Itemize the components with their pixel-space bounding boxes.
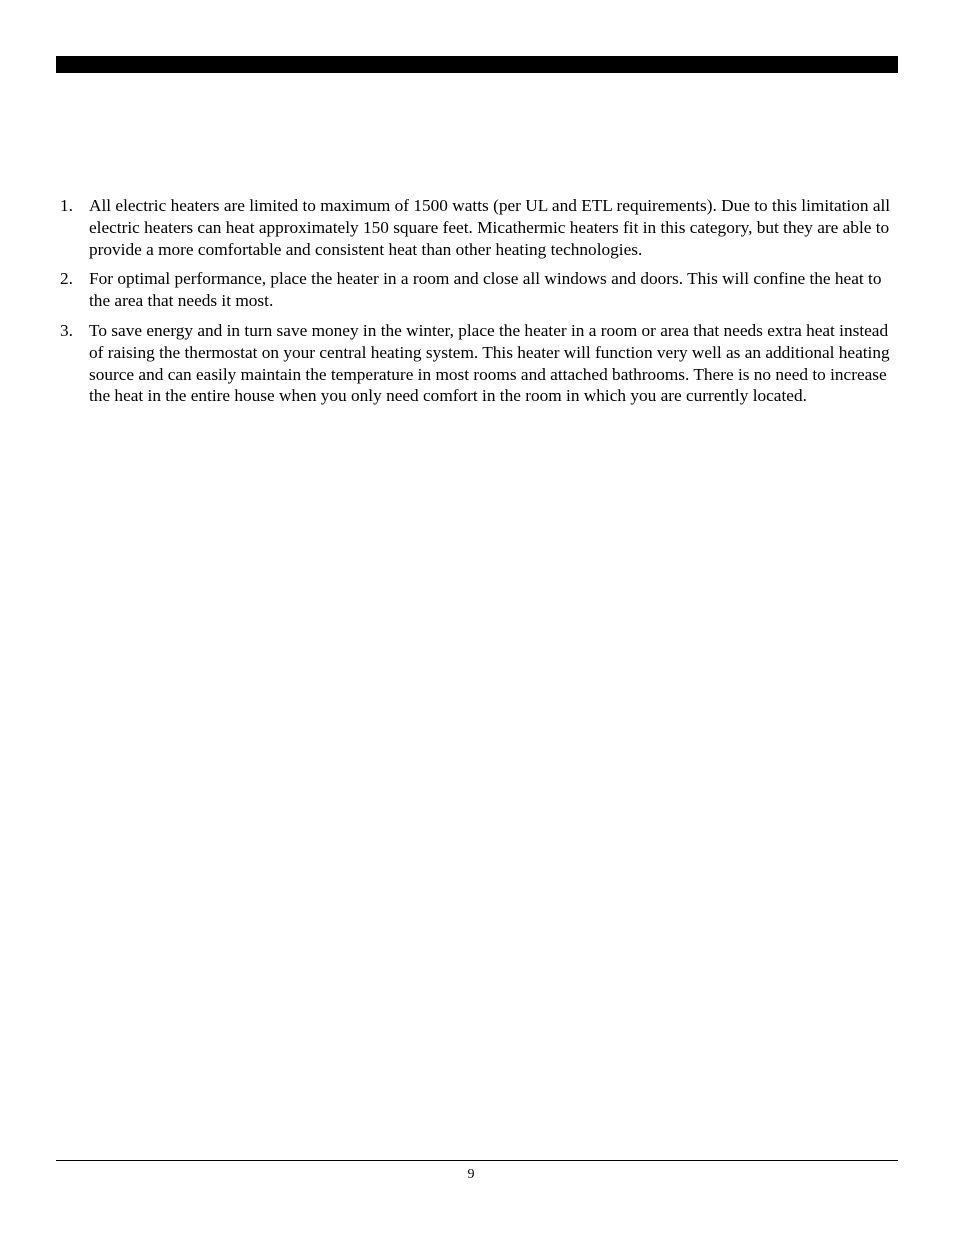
list-item: [56, 268, 898, 312]
tips-section: [56, 195, 898, 415]
header-bar: [56, 56, 898, 73]
list-item: [56, 195, 898, 260]
list-item-number: 3.: [60, 320, 73, 340]
footer-divider: [56, 1160, 898, 1161]
list-item-text: For optimal performance, place the heater in a room and close all windows and doors. This will confine the heat to the area that needs it most.: [89, 269, 882, 311]
list-item-number: 1.: [60, 196, 73, 215]
list-item: [56, 320, 898, 407]
list-item-text: All electric heaters are limited to maximum of 1500 watts (per UL and ETL requirements). Due to this limitation all electric heaters can heat approximately 150 square feet. Micathermic heaters fit in this category, but they are able to provide a more comfortable and consistent heat than other heating technologies.: [89, 196, 891, 259]
list-item-text: To save energy and in turn save money in the winter, place the heater in a room or area that needs extra heat instead of raising the thermostat on your central heating system. This heater will function very well as an additional heating source and can easily maintain the temperature in most rooms and attached bathrooms. There is no need to increase the heat in the entire house when you only need comfort in the room in which you are currently located.: [89, 320, 890, 406]
list-item-number: 2.: [60, 269, 73, 289]
tips-list: [56, 195, 898, 407]
page-number: 9: [467, 1167, 475, 1182]
